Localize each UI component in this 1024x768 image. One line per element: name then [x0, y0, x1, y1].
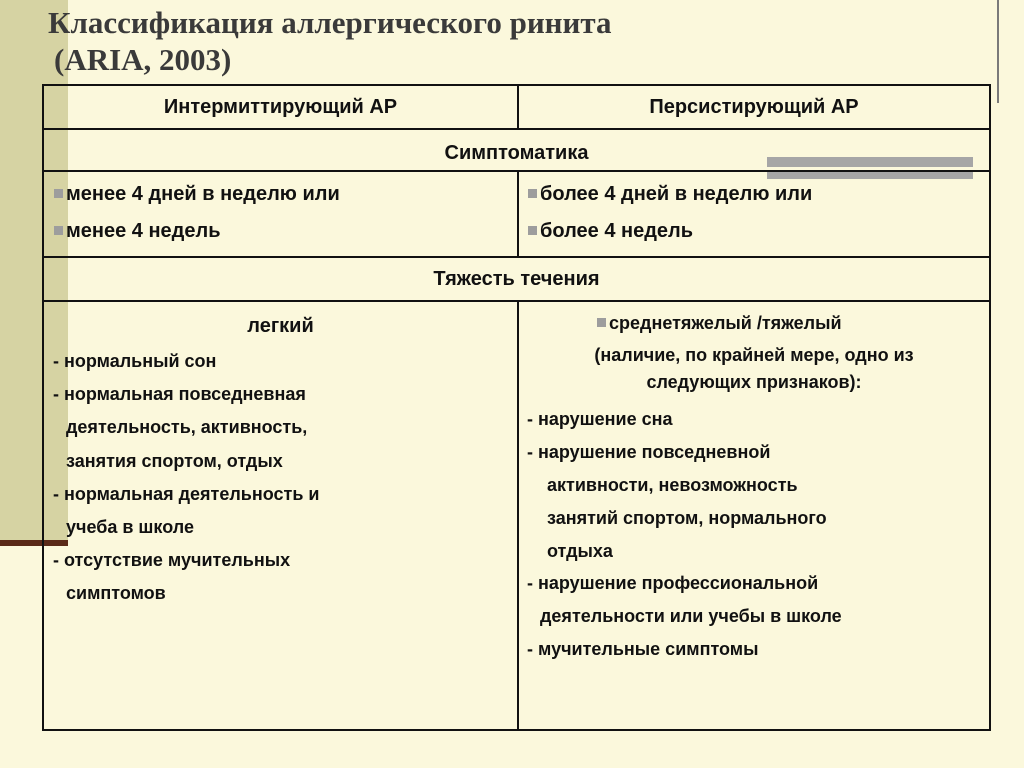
mild-line: - нормальная деятельность и — [53, 484, 320, 504]
square-bullet-icon — [54, 189, 63, 198]
right-symptom-item: более 4 недель — [528, 219, 693, 243]
severe-line: - нарушение повседневной — [527, 442, 771, 462]
row-divider — [44, 128, 989, 130]
severe-line: активности, невозможность — [547, 475, 798, 495]
mild-line: - нормальная повседневная — [53, 384, 306, 404]
severe-note: (наличие, по крайней мере, одно из — [594, 345, 914, 365]
mild-line: деятельность, активность, — [66, 417, 308, 437]
row-divider — [44, 256, 989, 258]
title-line-1: Классификация аллергического ринита — [48, 5, 612, 40]
mild-line: симптомов — [66, 583, 166, 603]
mild-line: - отсутствие мучительных — [53, 550, 291, 570]
severe-heading: среднетяжелый /тяжелый — [597, 312, 842, 334]
square-bullet-icon — [597, 318, 606, 327]
section-symptoms: Симптоматика — [444, 142, 589, 164]
section-severity: Тяжесть течения — [433, 268, 600, 290]
mild-line: - нормальный сон — [53, 351, 217, 371]
square-bullet-icon — [528, 226, 537, 235]
severe-line: занятий спортом, нормального — [547, 508, 827, 528]
severe-note: следующих признаков): — [646, 372, 862, 392]
severe-line: - нарушение сна — [527, 409, 673, 429]
mild-heading: легкий — [247, 315, 314, 337]
right-decor-line — [997, 0, 999, 103]
left-symptom-item: менее 4 дней в неделю или — [54, 182, 340, 206]
severe-line: - мучительные симптомы — [527, 639, 759, 659]
severe-line: - нарушение профессиональной — [527, 573, 819, 593]
header-intermittent: Интермиттирующий АР — [163, 96, 398, 118]
slide-title — [48, 4, 612, 78]
title-line-2: (ARIA, 2003) — [54, 42, 232, 77]
header-persistent: Персистирующий АР — [649, 96, 859, 118]
left-symptom-item: менее 4 недель — [54, 219, 221, 243]
severe-line: отдыха — [547, 541, 613, 561]
column-divider — [517, 170, 519, 256]
classification-table — [42, 84, 991, 731]
square-bullet-icon — [54, 226, 63, 235]
severe-line: деятельности или учебы в школе — [540, 606, 842, 626]
mild-line: учеба в школе — [66, 517, 194, 537]
square-bullet-icon — [528, 189, 537, 198]
right-symptom-item: более 4 дней в неделю или — [528, 182, 812, 206]
mild-line: занятия спортом, отдых — [66, 451, 283, 471]
